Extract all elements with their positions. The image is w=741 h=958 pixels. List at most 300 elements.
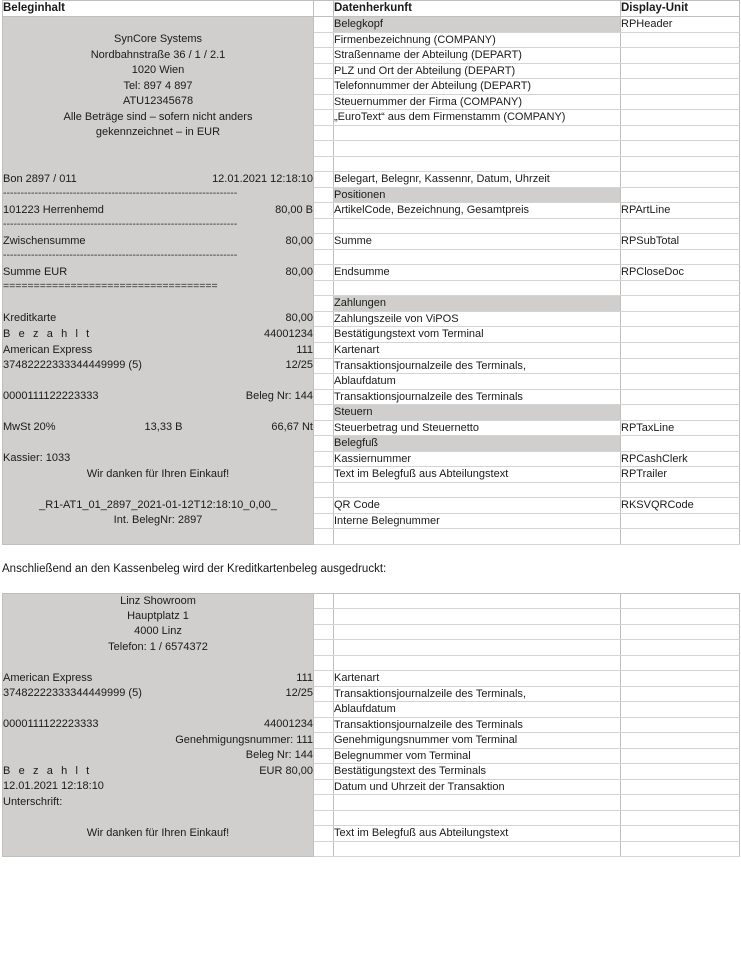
source-cell: ArtikelCode, Bezeichnung, Gesamtpreis bbox=[334, 203, 621, 219]
receipt-line bbox=[3, 624, 314, 640]
table-row bbox=[3, 717, 740, 733]
receipt-line-left: B e z a h l t bbox=[3, 764, 92, 777]
receipt-line-row bbox=[3, 686, 313, 701]
receipt-line-right: Beleg Nr: 144 bbox=[245, 390, 313, 403]
receipt-text: _R1-AT1_01_2897_2021-01-12T12:18:10_0,00_ bbox=[39, 498, 277, 511]
receipt-text: gekennzeichnet – in EUR bbox=[95, 126, 221, 139]
display-unit-cell bbox=[621, 63, 740, 79]
spacer-cell bbox=[314, 624, 334, 640]
spacer-cell bbox=[314, 110, 334, 126]
display-unit-cell bbox=[621, 609, 740, 625]
spacer-cell bbox=[314, 63, 334, 79]
receipt-separator: =================================== bbox=[3, 280, 218, 293]
receipt-line-right: 44001234 bbox=[264, 327, 313, 340]
spacer-cell bbox=[314, 343, 334, 359]
receipt-line-left: 37482222333344449999 (5) bbox=[3, 359, 142, 372]
spacer-cell bbox=[314, 702, 334, 718]
source-cell bbox=[334, 249, 621, 265]
spacer-cell bbox=[314, 795, 334, 811]
receipt-line-row bbox=[3, 311, 313, 326]
receipt-line-right: 12/25 bbox=[285, 359, 313, 372]
display-unit-cell bbox=[621, 686, 740, 702]
receipt-line-right: 111 bbox=[296, 343, 313, 356]
table-row bbox=[3, 358, 740, 374]
table-row bbox=[3, 529, 740, 545]
receipt-line-left: 0000111122223333 bbox=[3, 718, 99, 731]
spacer-cell bbox=[314, 529, 334, 545]
spacer-cell bbox=[314, 671, 334, 687]
display-unit-cell bbox=[621, 764, 740, 780]
receipt-line-row bbox=[3, 671, 313, 686]
display-unit-cell bbox=[621, 810, 740, 826]
receipt-line-left: American Express bbox=[3, 671, 93, 684]
spacer-cell bbox=[314, 609, 334, 625]
receipt-line-right: 80,00 B bbox=[275, 203, 313, 216]
spacer-cell bbox=[314, 265, 334, 281]
spacer-cell bbox=[314, 779, 334, 795]
receipt-line-mid: 13,33 B bbox=[144, 421, 183, 434]
spacer-cell bbox=[314, 826, 334, 842]
spacer-cell bbox=[314, 405, 334, 421]
receipt-line-left: Unterschrift: bbox=[3, 795, 63, 808]
table-row bbox=[3, 156, 740, 172]
spacer-cell bbox=[314, 218, 334, 234]
table-row bbox=[3, 593, 740, 609]
source-cell bbox=[334, 624, 621, 640]
display-unit-cell: RPHeader bbox=[621, 17, 740, 33]
spacer-cell bbox=[314, 296, 334, 312]
table-row bbox=[3, 795, 740, 811]
display-unit-cell bbox=[621, 125, 740, 141]
spacer-cell bbox=[314, 810, 334, 826]
table-row bbox=[3, 405, 740, 421]
table2-body bbox=[3, 593, 740, 857]
receipt-text: Beleg Nr: 144 bbox=[245, 749, 313, 762]
table-row bbox=[3, 686, 740, 702]
table-row bbox=[3, 32, 740, 48]
display-unit-cell: RKSVQRCode bbox=[621, 498, 740, 514]
receipt-text bbox=[3, 655, 313, 670]
table-row bbox=[3, 17, 740, 33]
source-cell: Genehmigungsnummer vom Terminal bbox=[334, 733, 621, 749]
receipt-line-row bbox=[3, 327, 313, 342]
table-row bbox=[3, 343, 740, 359]
receipt-line bbox=[3, 529, 314, 545]
display-unit-cell bbox=[621, 436, 740, 452]
receipt-text: Alle Beträge sind – sofern nicht anders bbox=[63, 110, 253, 123]
receipt-text bbox=[3, 405, 313, 420]
receipt-line bbox=[3, 48, 314, 64]
receipt-line-right: 44001234 bbox=[264, 718, 313, 731]
receipt-line bbox=[3, 141, 314, 157]
table-row bbox=[3, 172, 740, 188]
receipt-line bbox=[3, 327, 314, 343]
source-cell: Transaktionsjournalzeile des Terminals bbox=[334, 717, 621, 733]
spacer-cell bbox=[314, 748, 334, 764]
table-row bbox=[3, 436, 740, 452]
receipt-line-left: MwSt 20% bbox=[3, 421, 56, 434]
receipt-mapping-table-2 bbox=[2, 593, 740, 858]
receipt-text: 1020 Wien bbox=[131, 64, 185, 77]
spacer-cell bbox=[314, 32, 334, 48]
display-unit-cell bbox=[621, 187, 740, 203]
table-row bbox=[3, 702, 740, 718]
receipt-line bbox=[3, 94, 314, 110]
receipt-line-right: 66,67 Nt bbox=[271, 421, 313, 434]
receipt-line-row bbox=[3, 795, 313, 810]
table-row bbox=[3, 764, 740, 780]
source-cell: Ablaufdatum bbox=[334, 702, 621, 718]
receipt-line bbox=[3, 311, 314, 327]
spacer-cell bbox=[314, 420, 334, 436]
source-cell bbox=[334, 218, 621, 234]
display-unit-cell: RPArtLine bbox=[621, 203, 740, 219]
receipt-line bbox=[3, 343, 314, 359]
source-cell bbox=[334, 655, 621, 671]
receipt-text: ATU12345678 bbox=[122, 95, 194, 108]
table-row bbox=[3, 125, 740, 141]
table-row bbox=[3, 810, 740, 826]
receipt-line-row bbox=[3, 451, 313, 466]
receipt-line bbox=[3, 810, 314, 826]
receipt-text bbox=[3, 141, 313, 156]
receipt-line-right bbox=[310, 779, 313, 794]
receipt-line-row bbox=[3, 420, 313, 435]
source-cell: Straßenname der Abteilung (DEPART) bbox=[334, 48, 621, 64]
source-cell: Text im Belegfuß aus Abteilungstext bbox=[334, 467, 621, 483]
spacer-cell bbox=[314, 187, 334, 203]
receipt-line bbox=[3, 733, 314, 749]
display-unit-cell bbox=[621, 79, 740, 95]
display-unit-cell bbox=[621, 624, 740, 640]
table-row bbox=[3, 187, 740, 203]
spacer-cell bbox=[314, 451, 334, 467]
source-cell: Belegfuß bbox=[334, 436, 621, 452]
receipt-line-right: 12.01.2021 12:18:10 bbox=[212, 172, 313, 185]
source-cell bbox=[334, 593, 621, 609]
receipt-line bbox=[3, 779, 314, 795]
table-row bbox=[3, 249, 740, 265]
table-row bbox=[3, 327, 740, 343]
receipt-line bbox=[3, 609, 314, 625]
spacer-cell bbox=[314, 17, 334, 33]
receipt-line-right bbox=[310, 451, 313, 466]
table-row bbox=[3, 826, 740, 842]
table-row bbox=[3, 609, 740, 625]
spacer-cell bbox=[314, 234, 334, 250]
source-cell: Belegkopf bbox=[334, 17, 621, 33]
receipt-line bbox=[3, 702, 314, 718]
spacer-cell bbox=[314, 94, 334, 110]
display-unit-cell bbox=[621, 327, 740, 343]
spacer-cell bbox=[314, 141, 334, 157]
receipt-text: Wir danken für Ihren Einkauf! bbox=[86, 467, 230, 480]
table-row bbox=[3, 733, 740, 749]
display-unit-cell: RPCashClerk bbox=[621, 451, 740, 467]
spacer-cell bbox=[314, 280, 334, 296]
source-cell: Ablaufdatum bbox=[334, 374, 621, 390]
table-row bbox=[3, 296, 740, 312]
display-unit-cell: RPCloseDoc bbox=[621, 265, 740, 281]
receipt-line bbox=[3, 172, 314, 188]
source-cell: Kassiernummer bbox=[334, 451, 621, 467]
source-cell: Transaktionsjournalzeile des Terminals bbox=[334, 389, 621, 405]
receipt-line bbox=[3, 405, 314, 421]
receipt-text bbox=[3, 841, 313, 856]
receipt-line-row bbox=[3, 358, 313, 373]
receipt-line-right: 80,00 bbox=[285, 265, 313, 278]
receipt-line bbox=[3, 717, 314, 733]
receipt-text: SynCore Systems bbox=[113, 33, 203, 46]
receipt-line bbox=[3, 436, 314, 452]
receipt-line bbox=[3, 826, 314, 842]
receipt-line bbox=[3, 63, 314, 79]
receipt-line bbox=[3, 203, 314, 219]
receipt-line-right: 80,00 bbox=[285, 312, 313, 325]
display-unit-cell bbox=[621, 779, 740, 795]
receipt-line-left: 101223 Herrenhemd bbox=[3, 203, 104, 216]
display-unit-cell bbox=[621, 110, 740, 126]
receipt-text: Wir danken für Ihren Einkauf! bbox=[86, 826, 230, 839]
receipt-line bbox=[3, 498, 314, 514]
table-row bbox=[3, 389, 740, 405]
display-unit-cell bbox=[621, 343, 740, 359]
receipt-line-right: EUR 80,00 bbox=[259, 764, 313, 777]
spacer-cell bbox=[314, 436, 334, 452]
display-unit-cell bbox=[621, 141, 740, 157]
display-unit-cell bbox=[621, 389, 740, 405]
receipt-line-row bbox=[3, 389, 313, 404]
spacer-cell bbox=[314, 717, 334, 733]
receipt-line bbox=[3, 389, 314, 405]
source-cell: „EuroText“ aus dem Firmenstamm (COMPANY) bbox=[334, 110, 621, 126]
source-cell: Belegnummer vom Terminal bbox=[334, 748, 621, 764]
receipt-text: Tel: 897 4 897 bbox=[123, 79, 193, 92]
source-cell: Interne Belegnummer bbox=[334, 513, 621, 529]
display-unit-cell bbox=[621, 32, 740, 48]
display-unit-cell bbox=[621, 529, 740, 545]
spacer-cell bbox=[314, 203, 334, 219]
receipt-text: Genehmigungsnummer: 111 bbox=[175, 733, 313, 746]
source-cell: Zahlungen bbox=[334, 296, 621, 312]
receipt-text: Nordbahnstraße 36 / 1 / 2.1 bbox=[90, 48, 226, 61]
table-row bbox=[3, 234, 740, 250]
spacer-cell bbox=[314, 311, 334, 327]
receipt-line bbox=[3, 234, 314, 250]
source-cell: PLZ und Ort der Abteilung (DEPART) bbox=[334, 63, 621, 79]
source-cell: Transaktionsjournalzeile des Terminals, bbox=[334, 358, 621, 374]
receipt-line-row bbox=[3, 717, 313, 732]
narrative-text: Anschließend an den Kassenbeleg wird der Kreditkartenbeleg ausgedruckt: bbox=[2, 562, 387, 575]
table-row bbox=[3, 63, 740, 79]
table-row bbox=[3, 311, 740, 327]
table-row bbox=[3, 482, 740, 498]
source-cell bbox=[334, 609, 621, 625]
source-cell: Steuern bbox=[334, 405, 621, 421]
display-unit-cell bbox=[621, 593, 740, 609]
receipt-line bbox=[3, 513, 314, 529]
receipt-line bbox=[3, 218, 314, 234]
spacer-cell bbox=[314, 467, 334, 483]
receipt-line-left: Zwischensumme bbox=[3, 234, 86, 247]
table-row bbox=[3, 467, 740, 483]
source-cell: Positionen bbox=[334, 187, 621, 203]
receipt-line bbox=[3, 296, 314, 312]
table-row bbox=[3, 94, 740, 110]
source-cell: Summe bbox=[334, 234, 621, 250]
display-unit-cell: RPSubTotal bbox=[621, 234, 740, 250]
table1-header-row bbox=[3, 1, 740, 17]
display-unit-cell bbox=[621, 172, 740, 188]
display-unit-cell: RPTaxLine bbox=[621, 420, 740, 436]
display-unit-cell bbox=[621, 249, 740, 265]
receipt-line-left: 37482222333344449999 (5) bbox=[3, 687, 142, 700]
receipt-line-right: 111 bbox=[296, 671, 313, 684]
receipt-mapping-table-1 bbox=[2, 0, 740, 545]
receipt-line-left: 0000111122223333 bbox=[3, 390, 99, 403]
display-unit-cell bbox=[621, 405, 740, 421]
receipt-line-left: Kreditkarte bbox=[3, 312, 57, 325]
receipt-text: Linz Showroom bbox=[120, 594, 196, 607]
receipt-line-left: Kassier: 1033 bbox=[3, 452, 71, 465]
receipt-text bbox=[3, 296, 313, 311]
source-cell: Bestätigungstext des Terminals bbox=[334, 764, 621, 780]
receipt-line bbox=[3, 17, 314, 33]
source-cell: Steuerbetrag und Steuernetto bbox=[334, 420, 621, 436]
table-row bbox=[3, 624, 740, 640]
source-cell: Zahlungszeile von ViPOS bbox=[334, 311, 621, 327]
spacer-cell bbox=[314, 841, 334, 857]
receipt-line bbox=[3, 280, 314, 296]
spacer-cell bbox=[314, 125, 334, 141]
spacer-cell bbox=[314, 358, 334, 374]
receipt-line bbox=[3, 764, 314, 780]
display-unit-cell bbox=[621, 717, 740, 733]
display-unit-cell bbox=[621, 482, 740, 498]
receipt-line bbox=[3, 110, 314, 126]
receipt-line bbox=[3, 671, 314, 687]
display-unit-cell bbox=[621, 513, 740, 529]
table-row bbox=[3, 203, 740, 219]
receipt-text bbox=[3, 374, 313, 389]
receipt-line bbox=[3, 482, 314, 498]
source-cell: Bestätigungstext vom Terminal bbox=[334, 327, 621, 343]
display-unit-cell bbox=[621, 702, 740, 718]
receipt-line bbox=[3, 795, 314, 811]
receipt-text bbox=[3, 529, 313, 544]
receipt-line bbox=[3, 640, 314, 656]
header-beleginhalt: Beleginhalt bbox=[3, 1, 314, 17]
table-row bbox=[3, 420, 740, 436]
spacer-cell bbox=[314, 156, 334, 172]
source-cell: Endsumme bbox=[334, 265, 621, 281]
receipt-line-left: Bon 2897 / 011 bbox=[3, 172, 77, 185]
table-row bbox=[3, 513, 740, 529]
spacer-cell bbox=[314, 79, 334, 95]
source-cell bbox=[334, 156, 621, 172]
display-unit-cell bbox=[621, 671, 740, 687]
receipt-text bbox=[3, 702, 313, 717]
receipt-line bbox=[3, 358, 314, 374]
receipt-line bbox=[3, 841, 314, 857]
source-cell bbox=[334, 529, 621, 545]
display-unit-cell: RPTrailer bbox=[621, 467, 740, 483]
header-display-unit: Display-Unit bbox=[621, 1, 740, 17]
receipt-line-row bbox=[3, 172, 313, 187]
receipt-text: Telefon: 1 / 6574372 bbox=[108, 640, 208, 653]
spacer-cell bbox=[314, 482, 334, 498]
receipt-line-left: 12.01.2021 12:18:10 bbox=[3, 780, 104, 793]
table-row bbox=[3, 451, 740, 467]
table-row bbox=[3, 48, 740, 64]
table-row bbox=[3, 374, 740, 390]
receipt-text: Hauptplatz 1 bbox=[127, 609, 189, 622]
source-cell bbox=[334, 810, 621, 826]
receipt-text bbox=[3, 810, 313, 825]
display-unit-cell bbox=[621, 296, 740, 312]
receipt-line-right: 80,00 bbox=[285, 234, 313, 247]
receipt-line bbox=[3, 655, 314, 671]
source-cell: Firmenbezeichnung (COMPANY) bbox=[334, 32, 621, 48]
receipt-line-row bbox=[3, 779, 313, 794]
source-cell bbox=[334, 640, 621, 656]
receipt-line-row bbox=[3, 343, 313, 358]
spacer-cell bbox=[314, 374, 334, 390]
spacer-cell bbox=[314, 48, 334, 64]
receipt-line-row bbox=[3, 764, 313, 779]
display-unit-cell bbox=[621, 748, 740, 764]
receipt-line bbox=[3, 125, 314, 141]
receipt-line bbox=[3, 79, 314, 95]
spacer-cell bbox=[314, 249, 334, 265]
receipt-line bbox=[3, 420, 314, 436]
spacer-cell bbox=[314, 733, 334, 749]
spacer-cell bbox=[314, 513, 334, 529]
table-row bbox=[3, 218, 740, 234]
table-row bbox=[3, 841, 740, 857]
spacer-cell bbox=[314, 686, 334, 702]
source-cell: Belegart, Belegnr, Kassennr, Datum, Uhrzeit bbox=[334, 172, 621, 188]
spacer-cell bbox=[314, 640, 334, 656]
receipt-line-left: Summe EUR bbox=[3, 265, 68, 278]
display-unit-cell bbox=[621, 156, 740, 172]
receipt-line-row bbox=[3, 203, 313, 218]
display-unit-cell bbox=[621, 826, 740, 842]
display-unit-cell bbox=[621, 640, 740, 656]
receipt-text bbox=[3, 436, 313, 451]
receipt-line bbox=[3, 467, 314, 483]
receipt-line-left: American Express bbox=[3, 343, 93, 356]
display-unit-cell bbox=[621, 48, 740, 64]
display-unit-cell bbox=[621, 655, 740, 671]
source-cell: QR Code bbox=[334, 498, 621, 514]
section-spacer bbox=[0, 545, 741, 563]
display-unit-cell bbox=[621, 358, 740, 374]
source-cell bbox=[334, 125, 621, 141]
display-unit-cell bbox=[621, 733, 740, 749]
receipt-separator: ------------------------------------------------------------------- bbox=[3, 218, 238, 231]
header-spacer bbox=[314, 1, 334, 17]
source-cell bbox=[334, 141, 621, 157]
table1-header bbox=[3, 1, 740, 17]
source-cell: Steuernummer der Firma (COMPANY) bbox=[334, 94, 621, 110]
table-row bbox=[3, 748, 740, 764]
receipt-line-left: B e z a h l t bbox=[3, 327, 92, 340]
source-cell: Transaktionsjournalzeile des Terminals, bbox=[334, 686, 621, 702]
receipt-line bbox=[3, 32, 314, 48]
receipt-line bbox=[3, 374, 314, 390]
receipt-line bbox=[3, 451, 314, 467]
